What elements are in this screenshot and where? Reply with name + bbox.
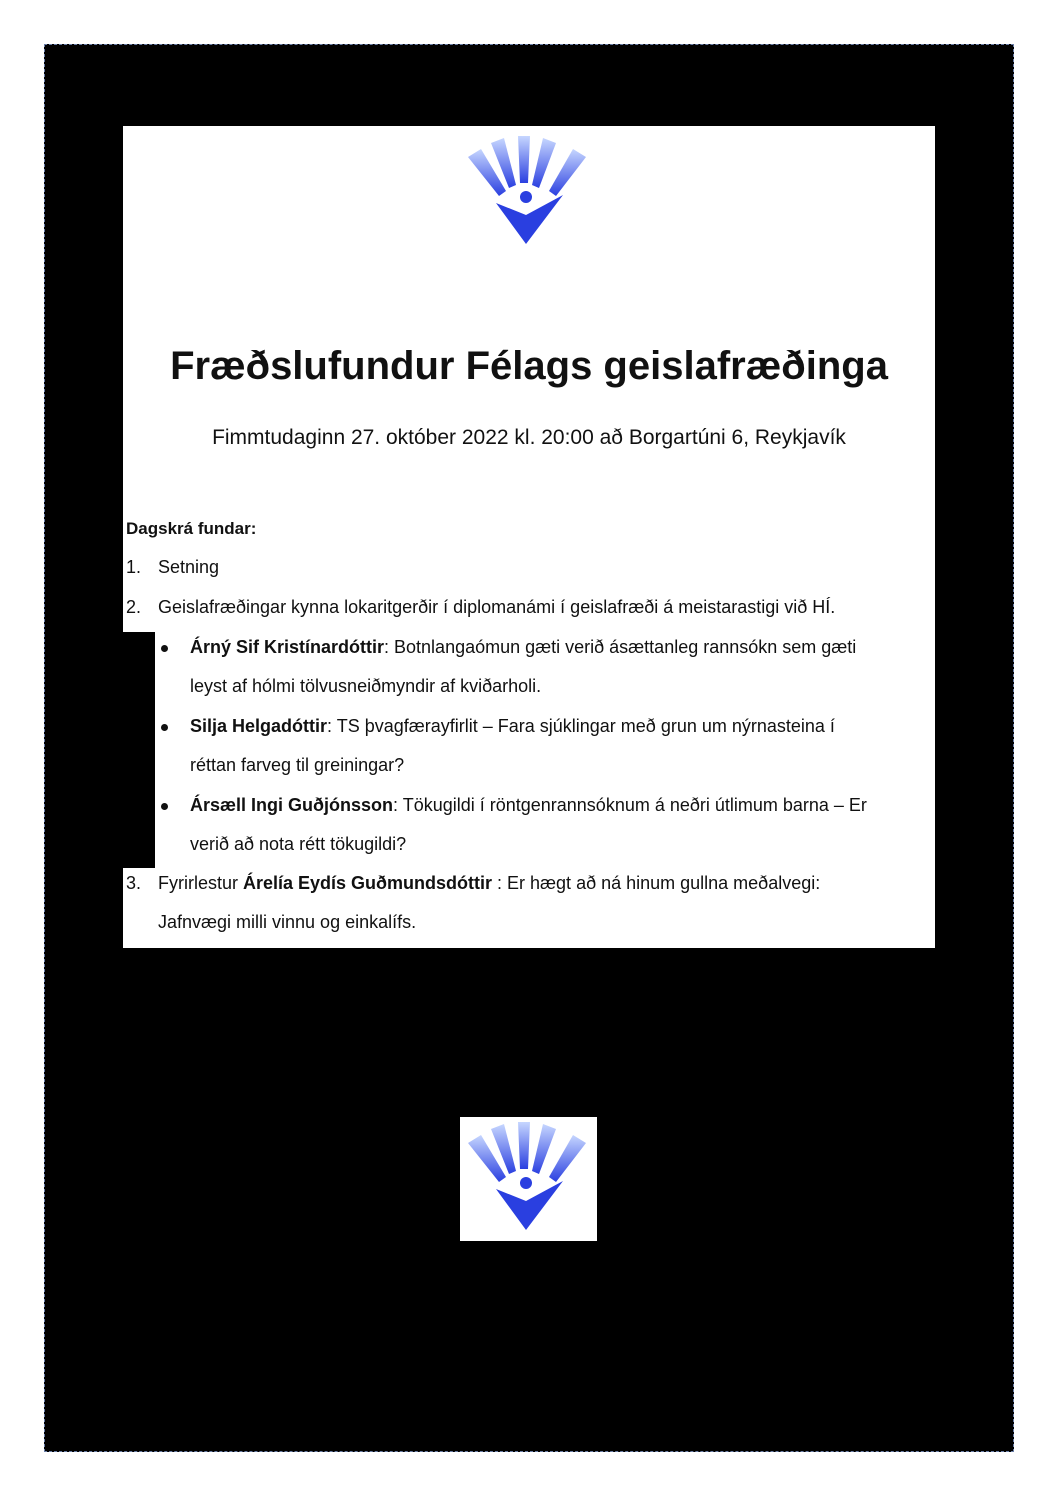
agenda-item-text: Setning: [158, 557, 220, 577]
talk-title: : Er hægt að ná hinum gullna meðalvegi:: [492, 873, 821, 893]
sub-item-line: [190, 637, 856, 658]
bullet-icon: [161, 724, 168, 731]
sub-item-line: [190, 716, 835, 737]
agenda-item-number: 1.: [126, 557, 142, 577]
agenda-heading: Dagskrá fundar:: [126, 519, 257, 538]
talk-title: : TS þvagfærayfirlit – Fara sjúklingar með grun um nýrnasteina í: [327, 716, 835, 736]
talk-title: : Botnlangaómun gæti verið ásættanleg rannsókn sem gæti: [384, 637, 857, 657]
panel-notch: [123, 632, 155, 868]
sub-item-line: verið að nota rétt tökugildi?: [190, 834, 407, 854]
agenda-item-text: Geislafræðingar kynna lokaritgerðir í diplomanámi í geislafræði á meistarastigi við HÍ.: [158, 597, 836, 617]
speaker-name: Ársæll Ingi Guðjónsson: [190, 795, 394, 815]
sub-item-line: réttan farveg til greiningar?: [190, 755, 405, 775]
radiographer-logo-icon: [463, 135, 593, 250]
radiographer-logo-icon: [463, 1121, 593, 1236]
page-title: Fræðslufundur Félags geislafræðinga: [170, 344, 888, 388]
bullet-icon: [161, 803, 168, 810]
agenda-item-number: 2.: [126, 597, 142, 617]
speaker-name: Árelía Eydís Guðmundsdóttir: [243, 873, 493, 893]
bullet-icon: [161, 645, 168, 652]
agenda-item-text: Jafnvægi milli vinnu og einkalífs.: [158, 912, 417, 932]
event-details: Fimmtudaginn 27. október 2022 kl. 20:00 að Borgartúni 6, Reykjavík: [212, 426, 846, 449]
speaker-name: Silja Helgadóttir: [190, 716, 328, 736]
sub-item-line: leyst af hólmi tölvusneiðmyndir af kviðarholi.: [190, 676, 542, 696]
sub-item-line: [190, 795, 867, 816]
agenda-item-text: [158, 873, 820, 894]
agenda-item-number: 3.: [126, 873, 142, 893]
talk-title: : Tökugildi í röntgenrannsóknum á neðri útlimum barna – Er: [393, 795, 867, 815]
speaker-name: Árný Sif Kristínardóttir: [190, 637, 385, 657]
item-prefix: Fyrirlestur: [158, 873, 243, 893]
